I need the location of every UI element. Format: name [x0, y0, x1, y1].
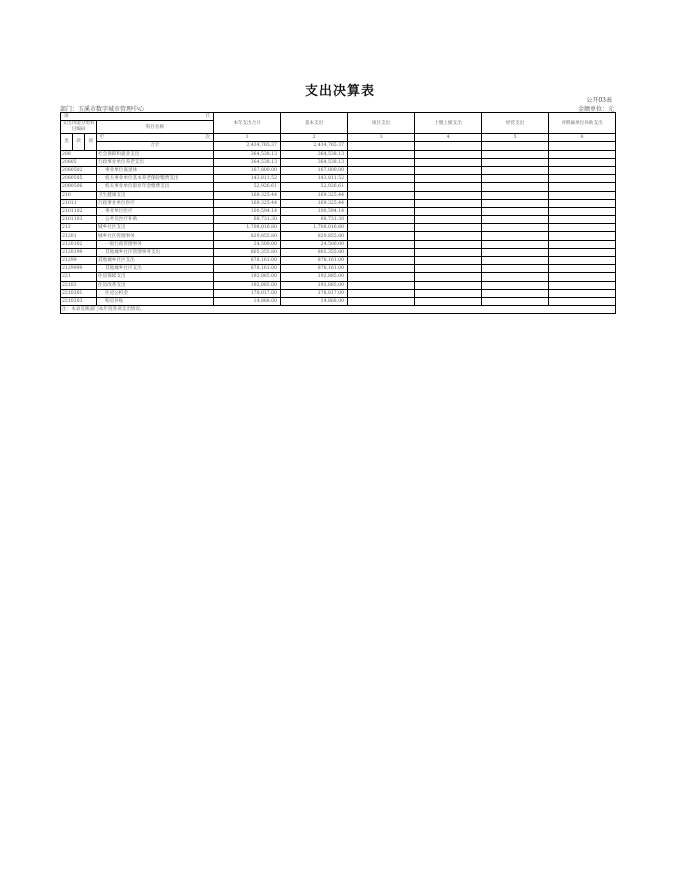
row-value-5	[482, 248, 549, 256]
row-code: 2080502	[61, 166, 97, 174]
row-code: 2129999	[61, 265, 97, 273]
row-value-3	[348, 248, 415, 256]
row-value-5	[482, 281, 549, 289]
row-code: 2210203	[61, 297, 97, 305]
row-value-4	[415, 175, 482, 183]
table-row	[61, 289, 616, 297]
table-row	[61, 224, 616, 232]
row-value-5	[482, 289, 549, 297]
table-row	[61, 166, 616, 174]
item-header-cell	[61, 113, 214, 121]
row-value-2: 52,926.61	[281, 183, 348, 191]
row-value-5	[482, 175, 549, 183]
table-row	[61, 175, 616, 183]
row-value-4	[415, 183, 482, 191]
row-code: 2101102	[61, 207, 97, 215]
amount-unit: 金额单位：元	[577, 106, 614, 113]
row-value-5	[482, 265, 549, 273]
page-title: 支出决算表	[304, 84, 375, 99]
row-value-1: 878,161.00	[214, 265, 281, 273]
row-value-5	[482, 216, 549, 224]
row-value-6	[549, 199, 616, 207]
sub-header-lei: 类	[61, 134, 73, 150]
row-value-2: 364,538.13	[281, 158, 348, 166]
row-value-4	[415, 248, 482, 256]
row-value-6	[549, 224, 616, 232]
row-value-6	[549, 297, 616, 305]
row-value-4	[415, 191, 482, 199]
item-label: 项	[64, 114, 69, 120]
row-value-4	[415, 297, 482, 305]
col-index-4: 4	[415, 134, 482, 142]
row-value-6	[549, 265, 616, 273]
row-value-3	[348, 273, 415, 281]
row-code: 20805	[61, 158, 97, 166]
row-value-1: 24,500.00	[214, 240, 281, 248]
row-name: 其他城乡社区支出	[97, 265, 214, 273]
row-name: 一般行政管理事务	[97, 240, 214, 248]
column-order-label	[97, 134, 214, 142]
table-row	[61, 273, 616, 281]
row-value-2: 878,161.00	[281, 265, 348, 273]
row-value-2: 1,708,016.80	[281, 224, 348, 232]
row-name: 行政事业单位养老支出	[97, 158, 214, 166]
row-value-6	[549, 232, 616, 240]
row-value-4	[415, 199, 482, 207]
row-code: 221	[61, 273, 97, 281]
row-name: 其他城乡社区管理事务支出	[97, 248, 214, 256]
row-name: 事业单位离退休	[97, 166, 214, 174]
row-value-4	[415, 232, 482, 240]
row-value-6	[549, 281, 616, 289]
row-code: 210	[61, 191, 97, 199]
row-value-5	[482, 273, 549, 281]
col-header-1: 本年支出合计	[214, 113, 281, 134]
row-value-1: 192,885.00	[214, 281, 281, 289]
row-code: 2120102	[61, 240, 97, 248]
row-value-3	[348, 199, 415, 207]
row-value-4	[415, 207, 482, 215]
row-value-3	[348, 257, 415, 265]
row-value-2: 143,811.52	[281, 175, 348, 183]
row-value-4	[415, 216, 482, 224]
col-index-5: 5	[482, 134, 549, 142]
table-row	[61, 297, 616, 305]
row-value-2: 178,017.00	[281, 289, 348, 297]
table-row	[61, 150, 616, 158]
row-name: 卫生健康支出	[97, 191, 214, 199]
name-header: 科目名称	[97, 121, 214, 134]
row-value-5	[482, 257, 549, 265]
row-value-5	[482, 232, 549, 240]
row-value-1: 364,538.13	[214, 158, 281, 166]
total-value-5	[482, 142, 549, 150]
table-row	[61, 183, 616, 191]
row-value-1: 143,811.52	[214, 175, 281, 183]
row-name: 其他城乡社区支出	[97, 257, 214, 265]
row-value-2: 192,885.00	[281, 281, 348, 289]
col-index-1: 1	[214, 134, 281, 142]
row-value-3	[348, 240, 415, 248]
row-value-1: 169,325.44	[214, 191, 281, 199]
row-value-1: 829,855.80	[214, 232, 281, 240]
row-name: 社会保障和就业支出	[97, 150, 214, 158]
table-row	[61, 199, 616, 207]
row-value-6	[549, 289, 616, 297]
row-value-5	[482, 166, 549, 174]
row-code: 2120199	[61, 248, 97, 256]
row-value-3	[348, 216, 415, 224]
table-row	[61, 158, 616, 166]
form-number: 公开03表	[586, 97, 612, 104]
row-value-2: 829,855.80	[281, 232, 348, 240]
row-value-2: 169,325.44	[281, 199, 348, 207]
table-row	[61, 281, 616, 289]
total-value-4	[415, 142, 482, 150]
row-code: 208	[61, 150, 97, 158]
note-row	[61, 306, 616, 314]
row-value-3	[348, 265, 415, 273]
sub-header-kuan: 款	[73, 134, 85, 150]
row-value-1: 805,355.80	[214, 248, 281, 256]
row-value-6	[549, 191, 616, 199]
lan-label: 栏	[100, 135, 105, 141]
code-header: 支出功能分类科目编码	[62, 121, 95, 133]
row-value-2: 192,885.00	[281, 273, 348, 281]
col-header-2: 基本支出	[281, 113, 348, 134]
col-index-3: 3	[348, 134, 415, 142]
row-value-6	[549, 248, 616, 256]
total-value-6	[549, 142, 616, 150]
row-value-1: 14,868.00	[214, 297, 281, 305]
row-value-3	[348, 166, 415, 174]
row-value-2: 24,500.00	[281, 240, 348, 248]
row-value-4	[415, 158, 482, 166]
row-code: 212	[61, 224, 97, 232]
table-row	[61, 265, 616, 273]
row-name: 行政事业单位医疗	[97, 199, 214, 207]
row-value-6	[549, 183, 616, 191]
row-value-2: 14,868.00	[281, 297, 348, 305]
row-code: 21201	[61, 232, 97, 240]
row-value-2: 167,800.00	[281, 166, 348, 174]
row-code: 21299	[61, 257, 97, 265]
row-value-6	[549, 166, 616, 174]
row-code: 2080505	[61, 175, 97, 183]
row-value-5	[482, 199, 549, 207]
row-value-2: 878,161.00	[281, 257, 348, 265]
row-value-6	[549, 273, 616, 281]
row-value-6	[549, 240, 616, 248]
row-value-1: 878,161.00	[214, 257, 281, 265]
row-value-5	[482, 191, 549, 199]
row-value-4	[415, 265, 482, 273]
row-value-6	[549, 257, 616, 265]
row-value-3	[348, 150, 415, 158]
total-label: 合计	[97, 142, 214, 150]
row-value-6	[549, 216, 616, 224]
table-row	[61, 216, 616, 224]
row-value-2: 805,355.80	[281, 248, 348, 256]
row-value-3	[348, 224, 415, 232]
row-value-5	[482, 150, 549, 158]
row-value-4	[415, 289, 482, 297]
sub-header-xiang: 项	[85, 134, 97, 150]
total-value-3	[348, 142, 415, 150]
table-row	[61, 191, 616, 199]
row-name: 事业单位医疗	[97, 207, 214, 215]
row-value-1: 364,538.13	[214, 150, 281, 158]
total-row	[61, 142, 616, 150]
row-value-3	[348, 281, 415, 289]
row-value-5	[482, 183, 549, 191]
row-value-3	[348, 158, 415, 166]
row-name: 城乡社区管理事务	[97, 232, 214, 240]
table-row	[61, 257, 616, 265]
row-value-6	[549, 207, 616, 215]
row-value-1: 52,926.61	[214, 183, 281, 191]
item-label-right: 目	[205, 114, 211, 120]
col-header-3: 项目支出	[348, 113, 415, 134]
row-value-2: 169,325.44	[281, 191, 348, 199]
row-value-1: 1,708,016.80	[214, 224, 281, 232]
row-value-4	[415, 240, 482, 248]
row-name: 城乡社区支出	[97, 224, 214, 232]
row-name: 公务员医疗补助	[97, 216, 214, 224]
row-value-1: 167,800.00	[214, 166, 281, 174]
row-value-4	[415, 257, 482, 265]
row-value-4	[415, 273, 482, 281]
col-header-5: 经营支出	[482, 113, 549, 134]
row-value-5	[482, 240, 549, 248]
row-value-2: 68,731.30	[281, 216, 348, 224]
table-row	[61, 248, 616, 256]
table-note: 注：本表反映部门本年度各项支出情况。	[61, 306, 616, 314]
department-label: 部门：玉溪市数字城市管理中心	[60, 106, 145, 113]
row-code: 22102	[61, 281, 97, 289]
row-name: 住房保障支出	[97, 273, 214, 281]
row-code: 2080506	[61, 183, 97, 191]
row-code: 2101103	[61, 216, 97, 224]
row-value-4	[415, 166, 482, 174]
row-value-3	[348, 183, 415, 191]
row-name: 购房补贴	[97, 297, 214, 305]
row-value-4	[415, 281, 482, 289]
row-value-1: 192,885.00	[214, 273, 281, 281]
table-row	[61, 207, 616, 215]
col-header-6: 对附属单位补助支出	[549, 113, 616, 134]
row-value-5	[482, 224, 549, 232]
row-value-1: 169,325.44	[214, 199, 281, 207]
col-index-6: 6	[549, 134, 616, 142]
row-value-6	[549, 175, 616, 183]
row-value-6	[549, 158, 616, 166]
col-index-2: 2	[281, 134, 348, 142]
row-value-3	[348, 175, 415, 183]
row-name: 住房公积金	[97, 289, 214, 297]
row-name: 机关事业单位职业年金缴费支出	[97, 183, 214, 191]
row-value-4	[415, 224, 482, 232]
ci-label: 次	[205, 135, 211, 141]
row-name: 住房改革支出	[97, 281, 214, 289]
expenditure-table	[60, 112, 616, 314]
row-value-3	[348, 207, 415, 215]
total-value-2: 2,434,765.37	[281, 142, 348, 150]
row-code: 2210201	[61, 289, 97, 297]
row-value-5	[482, 297, 549, 305]
row-value-5	[482, 158, 549, 166]
row-value-1: 68,731.30	[214, 216, 281, 224]
row-value-3	[348, 297, 415, 305]
row-value-6	[549, 150, 616, 158]
row-code: 21011	[61, 199, 97, 207]
row-value-2: 364,538.13	[281, 150, 348, 158]
table-row	[61, 240, 616, 248]
row-value-3	[348, 232, 415, 240]
row-value-3	[348, 191, 415, 199]
row-value-3	[348, 289, 415, 297]
row-value-1: 100,594.14	[214, 207, 281, 215]
row-value-4	[415, 150, 482, 158]
row-value-1: 178,017.00	[214, 289, 281, 297]
row-value-2: 100,594.14	[281, 207, 348, 215]
total-value-1: 2,434,765.37	[214, 142, 281, 150]
row-name: 机关事业单位基本养老保险缴费支出	[97, 175, 214, 183]
row-value-5	[482, 207, 549, 215]
col-header-4: 上缴上级支出	[415, 113, 482, 134]
table-row	[61, 232, 616, 240]
